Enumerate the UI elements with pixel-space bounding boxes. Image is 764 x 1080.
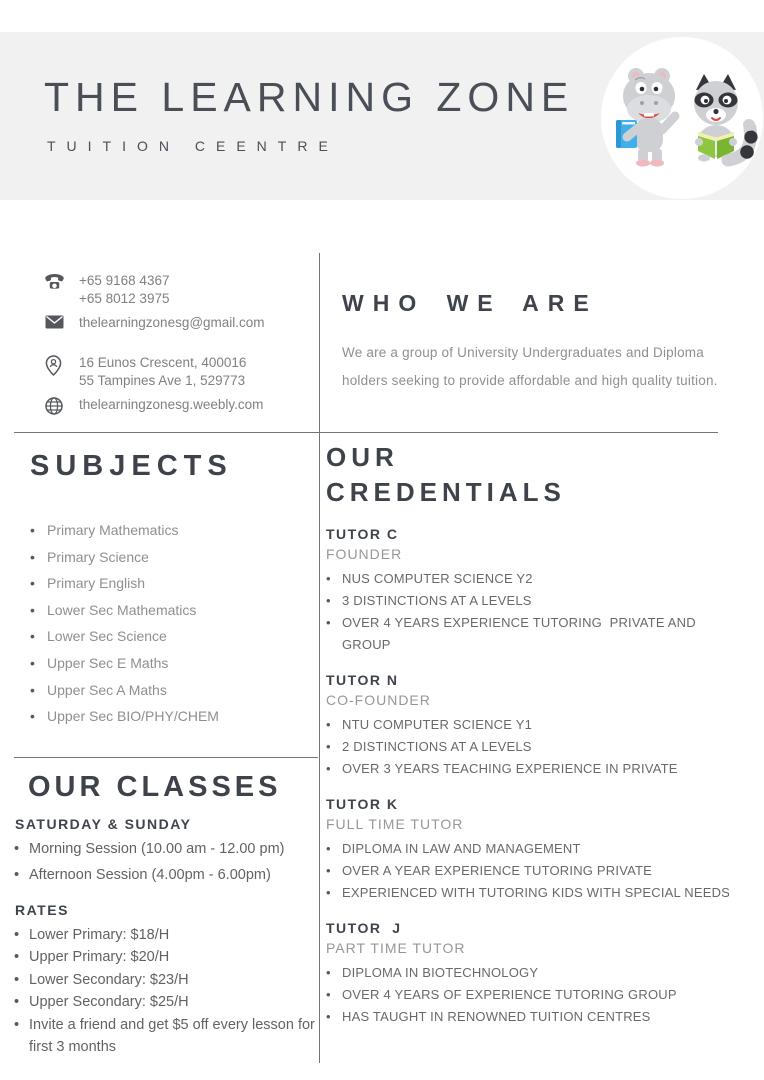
rate-item: • Upper Primary: $20/H — [14, 946, 326, 968]
rate-item: • Lower Primary: $18/H — [14, 924, 326, 946]
address-line-2: 55 Tampines Ave 1, 529773 — [79, 373, 246, 388]
tutor-points — [326, 714, 746, 780]
tutor-point: • NUS COMPUTER SCIENCE Y2 — [326, 568, 746, 590]
schedule-list — [14, 836, 326, 888]
globe-icon — [45, 396, 79, 415]
classes-heading: OUR CLASSES — [28, 771, 282, 803]
tutor-point: • 3 DISTINCTIONS AT A LEVELS — [326, 590, 746, 612]
subject-item: • Primary Mathematics — [30, 517, 310, 544]
horizontal-divider-main — [14, 432, 718, 433]
rate-item: • Lower Secondary: $23/H — [14, 969, 326, 991]
subject-item: • Primary Science — [30, 544, 310, 571]
tutor-point: • OVER 3 YEARS TEACHING EXPERIENCE IN PRIVATE — [326, 758, 746, 780]
contact-block — [45, 272, 310, 421]
page-subtitle: TUITION CEENTRE — [47, 138, 339, 154]
tutor-point: • NTU COMPUTER SCIENCE Y1 — [326, 714, 746, 736]
phone-number-1: +65 9168 4367 — [79, 273, 170, 288]
contact-address-row — [45, 354, 310, 390]
rate-item: • Invite a friend and get $5 off every lesson for first 3 months — [14, 1014, 326, 1059]
who-we-are-section — [342, 290, 744, 395]
tutor-name: TUTOR J — [326, 920, 402, 936]
tutor-point: • 2 DISTINCTIONS AT A LEVELS — [326, 736, 746, 758]
tutor-point: • DIPLOMA IN BIOTECHNOLOGY — [326, 962, 746, 984]
phone-icon — [45, 272, 79, 290]
contact-phone-row — [45, 272, 310, 308]
tutor-point: • HAS TAUGHT IN RENOWNED TUITION CENTRES — [326, 1006, 746, 1028]
page-title: THE LEARNING ZONE — [44, 74, 575, 120]
schedule-item: • Morning Session (10.00 am - 12.00 pm) — [14, 836, 326, 862]
credentials-section — [326, 440, 746, 1044]
tutor-block-k — [326, 796, 746, 904]
contact-email-row — [45, 314, 310, 332]
website-url: thelearningzonesg.weebly.com — [79, 397, 264, 412]
rate-item: • Upper Secondary: $25/H — [14, 991, 326, 1013]
address-line-1: 16 Eunos Crescent, 400016 — [79, 355, 247, 370]
location-pin-icon — [45, 354, 79, 376]
tutor-point: • OVER 4 YEARS EXPERIENCE TUTORING PRIVATE AND GROUP — [326, 612, 746, 656]
email-address: thelearningzonesg@gmail.com — [79, 315, 265, 330]
who-we-are-heading: WHO WE ARE — [342, 290, 598, 316]
tutor-point: • OVER 4 YEARS OF EXPERIENCE TUTORING GROUP — [326, 984, 746, 1006]
schedule-item: • Afternoon Session (4.00pm - 6.00pm) — [14, 862, 326, 888]
tutor-points — [326, 568, 746, 656]
subject-item: • Lower Sec Science — [30, 623, 310, 650]
who-we-are-body: We are a group of University Undergraduates and Diploma holders seeking to provide affordable and high quality tuition. — [342, 345, 718, 388]
tutor-point: • OVER A YEAR EXPERIENCE TUTORING PRIVATE — [326, 860, 746, 882]
phone-number-2: +65 8012 3975 — [79, 291, 170, 306]
credentials-heading-line1: OUR — [326, 442, 399, 472]
subjects-section — [30, 450, 310, 730]
subject-item: • Upper Sec BIO/PHY/CHEM — [30, 703, 310, 730]
tutor-block-c — [326, 526, 746, 656]
tutor-role: FULL TIME TUTOR — [326, 816, 464, 832]
tutor-role: FOUNDER — [326, 546, 403, 562]
subject-item: • Primary English — [30, 570, 310, 597]
horizontal-divider-left — [14, 757, 318, 758]
schedule-label: SATURDAY & SUNDAY — [15, 816, 192, 832]
tutor-block-j — [326, 920, 746, 1028]
tutor-role: CO-FOUNDER — [326, 692, 431, 708]
credentials-heading-line2: CREDENTIALS — [326, 477, 566, 507]
subject-item: • Upper Sec A Maths — [30, 677, 310, 704]
credentials-heading — [326, 440, 746, 510]
subjects-list — [30, 517, 310, 730]
tutor-point: • EXPERIENCED WITH TUTORING KIDS WITH SPECIAL NEEDS — [326, 882, 746, 904]
tutor-name: TUTOR C — [326, 526, 399, 542]
classes-section — [14, 772, 326, 1058]
tutor-points — [326, 838, 746, 904]
contact-website-row — [45, 396, 310, 415]
tutor-points — [326, 962, 746, 1028]
envelope-icon — [45, 314, 79, 329]
tutor-name: TUTOR N — [326, 672, 399, 688]
subjects-heading: SUBJECTS — [30, 450, 233, 482]
subject-item: • Upper Sec E Maths — [30, 650, 310, 677]
rates-list — [14, 924, 326, 1058]
subject-item: • Lower Sec Mathematics — [30, 597, 310, 624]
tutor-block-n — [326, 672, 746, 780]
tutor-name: TUTOR K — [326, 796, 399, 812]
tutor-role: PART TIME TUTOR — [326, 940, 466, 956]
tutor-point: • DIPLOMA IN LAW AND MANAGEMENT — [326, 838, 746, 860]
rates-label: RATES — [15, 902, 69, 918]
hippo-and-raccoon-reading-icon — [600, 36, 764, 200]
